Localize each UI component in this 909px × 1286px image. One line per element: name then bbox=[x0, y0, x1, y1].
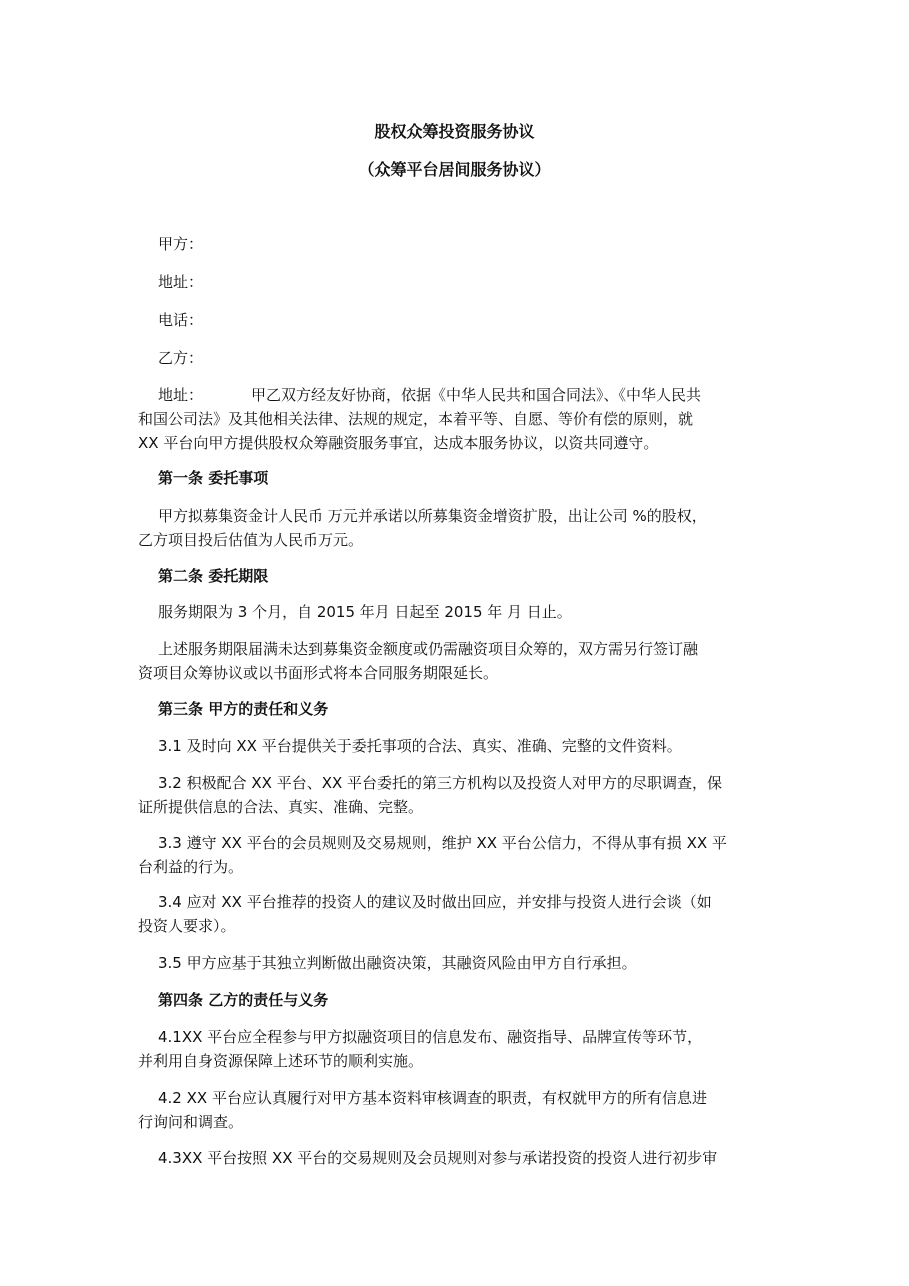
article-1-line-2: 乙方项目投后估值为人民币万元。 bbox=[138, 531, 364, 549]
preamble-line-3: XX 平台向甲方提供股权众筹融资服务事宜，达成本服务协议，以资共同遵守。 bbox=[138, 434, 659, 452]
article-2-paragraph-2-line-1: 上述服务期限届满未达到募集资金额度或仍需融资项目众筹的，双方需另行签订融 bbox=[158, 640, 699, 658]
article-4-clause-2-line-2: 行询问和调查。 bbox=[138, 1113, 244, 1131]
article-3-clause-5: 3.5 甲方应基于其独立判断做出融资决策，其融资风险由甲方自行承担。 bbox=[158, 954, 637, 972]
article-4-clause-3-line-1: 4.3XX 平台按照 XX 平台的交易规则及会员规则对参与承诺投资的投资人进行初步审 bbox=[158, 1149, 718, 1167]
article-4-clause-1-line-1: 4.1XX 平台应全程参与甲方拟融资项目的信息发布、融资指导、品牌宣传等环节， bbox=[158, 1028, 703, 1046]
article-4-heading: 第四条 乙方的责任与义务 bbox=[158, 991, 329, 1009]
article-3-clause-3-line-2: 台利益的行为。 bbox=[138, 858, 244, 876]
preamble-line-1 bbox=[158, 385, 798, 405]
field-address-a: 地址： bbox=[158, 273, 204, 291]
field-party-b: 乙方： bbox=[158, 349, 204, 367]
field-phone: 电话： bbox=[158, 311, 204, 329]
document-title: 股权众筹投资服务协议 bbox=[374, 122, 535, 141]
preamble-text: 甲乙双方经友好协商，依据《中华人民共和国合同法》、《中华人民共 bbox=[251, 386, 702, 404]
article-2-heading: 第二条 委托期限 bbox=[158, 567, 269, 585]
article-3-clause-1: 3.1 及时向 XX 平台提供关于委托事项的合法、真实、准确、完整的文件资料。 bbox=[158, 737, 682, 755]
field-address-b: 地址： bbox=[158, 386, 204, 404]
article-3-heading: 第三条 甲方的责任和义务 bbox=[158, 700, 329, 718]
article-1-heading: 第一条 委托事项 bbox=[158, 469, 269, 487]
article-3-clause-2-line-2: 证所提供信息的合法、真实、准确、完整。 bbox=[138, 798, 424, 816]
article-3-clause-4-line-2: 投资人要求）。 bbox=[138, 917, 236, 935]
preamble-line-2: 和国公司法》及其他相关法律、法规的规定，本着平等、自愿、等价有偿的原则，就 bbox=[138, 410, 694, 428]
article-2-paragraph-1: 服务期限为 3 个月，自 2015 年月 日起至 2015 年 月 日止。 bbox=[158, 603, 572, 621]
article-3-clause-4-line-1: 3.4 应对 XX 平台推荐的投资人的建议及时做出回应，并安排与投资人进行会谈（如 bbox=[158, 893, 712, 911]
article-4-clause-1-line-2: 并利用自身资源保障上述环节的顺利实施。 bbox=[138, 1052, 424, 1070]
article-2-paragraph-2-line-2: 资项目众筹协议或以书面形式将本合同服务期限延长。 bbox=[138, 664, 499, 682]
article-1-line-1: 甲方拟募集资金计人民币 万元并承诺以所募集资金增资扩股，出让公司 %的股权， bbox=[158, 507, 707, 525]
document-subtitle: （众筹平台居间服务协议） bbox=[358, 160, 551, 179]
article-3-clause-2-line-1: 3.2 积极配合 XX 平台、XX 平台委托的第三方机构以及投资人对甲方的尽职调查，保 bbox=[158, 774, 723, 792]
article-3-clause-3-line-1: 3.3 遵守 XX 平台的会员规则及交易规则，维护 XX 平台公信力，不得从事有损 XX 平 bbox=[158, 834, 727, 852]
field-party-a: 甲方： bbox=[158, 235, 204, 253]
article-4-clause-2-line-1: 4.2 XX 平台应认真履行对甲方基本资料审核调查的职责，有权就甲方的所有信息进 bbox=[158, 1089, 707, 1107]
